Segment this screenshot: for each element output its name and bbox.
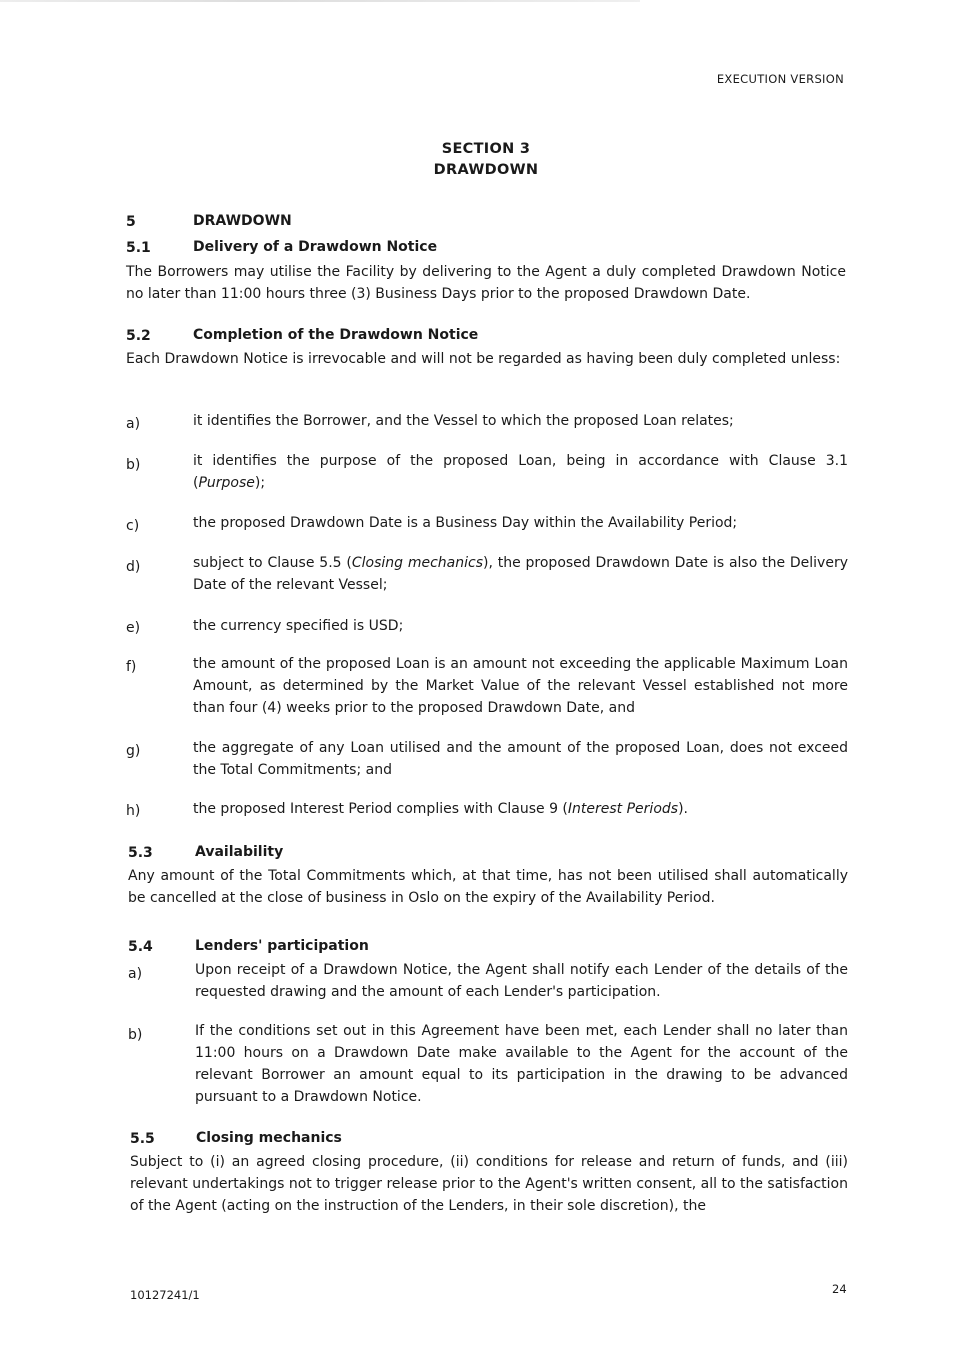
item-label: g) [126,743,141,759]
clause-title: DRAWDOWN [193,213,292,229]
item-label: f) [126,659,137,675]
item-text: If the conditions set out in this Agreement have been met, each Lender shall no later than 11:00 hours on a Drawdown Date make available to the Agent for the account of the relevant Borrower an amount equal to its participation in the drawing to be advanced pursuant to a Drawdown Notice. [195,1023,848,1105]
item-text: it identifies the purpose of the proposed Loan, being in accordance with Clause 3.1 (Purpose); [193,453,848,491]
clause-5-4-title: Lenders' participation [195,938,369,954]
clause-5-2-title: Completion of the Drawdown Notice [193,327,479,343]
item-text: the proposed Drawdown Date is a Business Day within the Availability Period; [193,515,738,531]
item-text: it identifies the Borrower, and the Vessel to which the proposed Loan relates; [193,413,734,429]
item-label: h) [126,803,141,819]
item-text: subject to Clause 5.5 (Closing mechanics), the proposed Drawdown Date is also the Delivery Date of the relevant Vessel; [193,555,848,593]
clause-5-5-title: Closing mechanics [196,1130,342,1146]
item-text: the currency specified is USD; [193,618,404,634]
item-label: b) [126,457,141,473]
clause-reference: Purpose [198,475,255,491]
item-text: the proposed Interest Period complies with Clause 9 (Interest Periods). [193,801,688,817]
item-text: the amount of the proposed Loan is an amount not exceeding the applicable Maximum Loan Amount, as determined by the Market Value of the relevant Vessel established not more than four (4) weeks prior to the proposed Drawdown Date, and [193,656,848,716]
item-label: a) [126,416,141,432]
clause-reference: Closing mechanics [351,555,483,571]
item-label: d) [126,559,141,575]
clause-5-5-number: 5.5 [130,1131,155,1147]
clause-5-3-title: Availability [195,844,284,860]
item-text: the aggregate of any Loan utilised and the amount of the proposed Loan, does not exceed the Total Commitments; and [193,740,848,778]
clause-5-1-title: Delivery of a Drawdown Notice [193,239,438,255]
item-label: b) [128,1027,143,1043]
section-number: SECTION 3 [441,141,531,157]
clause-5-4-number: 5.4 [128,939,153,955]
clause-5-1-number: 5.1 [126,240,151,256]
clause-5-2-number: 5.2 [126,328,151,344]
item-label: c) [126,518,140,534]
clause-5-2-text: Each Drawdown Notice is irrevocable and will not be regarded as having been duly completed unless: [126,351,841,367]
clause-number: 5 [126,214,136,230]
execution-version-label: EXECUTION VERSION [716,72,844,86]
item-label: e) [126,620,141,636]
item-text: Upon receipt of a Drawdown Notice, the Agent shall notify each Lender of the details of the requested drawing and the amount of each Lender's participation. [195,962,848,1000]
item-label: a) [128,966,143,982]
clause-5-3-number: 5.3 [128,845,153,861]
clause-5-3-text: Any amount of the Total Commitments which, at that time, has not been utilised shall automatically be cancelled at the close of business in Oslo on the expiry of the Availability Period. [128,868,848,906]
section-title: DRAWDOWN [433,162,539,178]
clause-5-5-text: Subject to (i) an agreed closing procedure, (ii) conditions for release and return of funds, and (iii) relevant undertakings not to trigger release prior to the Agent's written consent, all to the satisfaction of the Agent (acting on the instruction of the Lenders, in their sole discretion), the [130,1154,848,1214]
page-number: 24 [832,1282,847,1296]
clause-reference: Interest Periods [567,801,679,817]
scan-artifact [0,0,640,2]
clause-5-1-text: The Borrowers may utilise the Facility by delivering to the Agent a duly completed Drawdown Notice no later than 11:00 hours three (3) Business Days prior to the proposed Drawdown Date. [126,264,846,302]
document-reference: 10127241/1 [130,1288,200,1302]
